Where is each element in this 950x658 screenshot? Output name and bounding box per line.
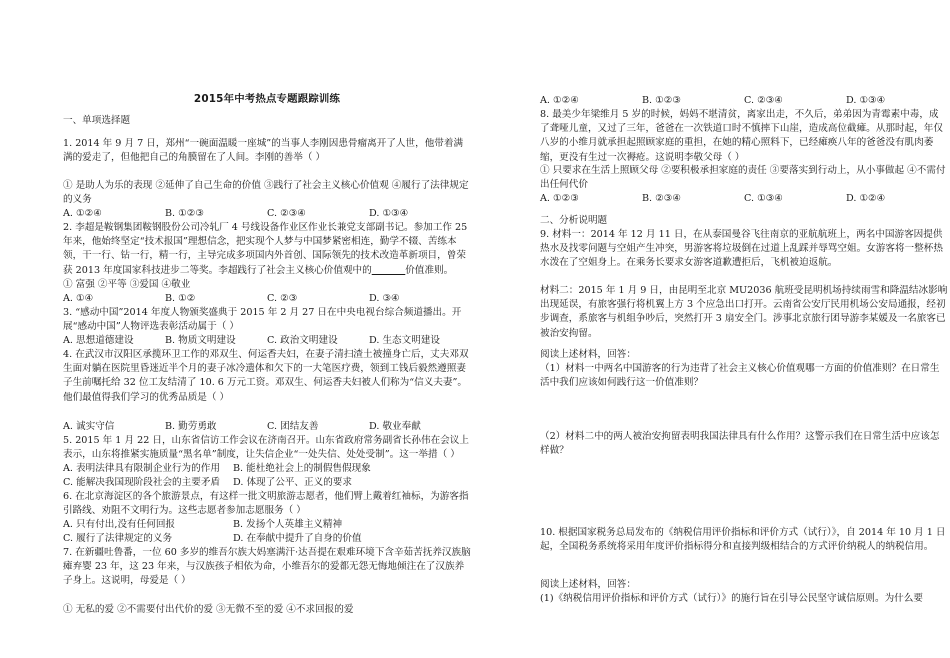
question-9-sub-2: （2）材料二中的两人被治安拘留表明我国法律具有什么作用？这警示我们在日常生活中应该怎样做？ bbox=[540, 431, 940, 457]
question-6-stem: 6. 在北京海淀区的各个旅游景点，有这样一批文明旅游志愿者，他们臂上戴着红袖标，为游客指引路线、劝阻不文明行为。这些志愿者参加志愿服务（ ） bbox=[63, 491, 469, 517]
option-d: D. 生态文明建设 bbox=[369, 335, 441, 346]
option-a: A. ①②④ bbox=[540, 95, 579, 106]
option-d: D. 体现了公平、正义的要求 bbox=[233, 477, 352, 489]
option-c: C. ①③④ bbox=[744, 193, 783, 204]
option-d: D. 敬业奉献 bbox=[369, 421, 421, 432]
option-a: A. 表明法律具有限制企业行为的作用 bbox=[63, 463, 220, 474]
option-b: B. ②③④ bbox=[642, 193, 681, 204]
section-heading-choice: 一、单项选择题 bbox=[63, 115, 131, 126]
option-b: B. 发扬个人英雄主义精神 bbox=[233, 519, 343, 530]
question-6-options bbox=[63, 518, 471, 546]
question-5-stem: 5. 2015 年 1 月 22 日，山东省信访工作会议在济南召开。山东省政府常务副省长孙伟在会议上表示，山东将推紧实施质量“黑名单”制度，让失信企业“一处失信、处处受制”。这一举措（ ） bbox=[63, 435, 469, 461]
option-d: D. ①③④ bbox=[846, 95, 886, 106]
option-a: A. ①④ bbox=[63, 293, 94, 304]
option-b: B. 勤劳勇敢 bbox=[165, 421, 217, 432]
option-d: D. ①③④ bbox=[369, 208, 409, 219]
option-d: D. ①②④ bbox=[846, 193, 886, 204]
question-7-stem: 7. 在新疆吐鲁番，一位 60 多岁的维吾尔族大妈塞满汗·达吾提在艰难环境下含辛茹苦抚养汉族脑瘫弃婴 23 年，这 23 年来，与汉族孩子相依为命，小维吾尔的爱都无怨无悔地倾注在了汉族养子身上。这说明，母爱是（ ） bbox=[63, 547, 471, 587]
question-1-options bbox=[63, 207, 471, 221]
option-c: C. ②③④ bbox=[744, 95, 783, 106]
question-9-material-1: 9. 材料一：2014 年 12 月 11 日，在从泰国曼谷飞往南京的亚航航班上，两名中国游客因提供热水及找零问题与空姐产生冲突，男游客将垃圾倒在过道上乱踩并辱骂空姐。女游客将一整杯热水泼在了空姐身上。在乘务长要求女游客道歉遭拒后，飞机被迫返航。 bbox=[540, 229, 943, 269]
question-5-options bbox=[63, 462, 471, 490]
question-2-options bbox=[63, 292, 471, 306]
option-d: D. 在奉献中提升了自身的价值 bbox=[233, 533, 362, 545]
question-3-stem: 3. “感动中国”2014 年度人物颁奖盛典于 2015 年 2 月 27 日在中央电视台综合频道播出。开展“感动中国”人物评选表彰活动属于（ ） bbox=[63, 307, 462, 333]
question-10-stem: 10. 根据国家税务总局发布的《纳税信用评价指标和评价方式（试行）》，自 2014 年 10 月 1 日起，全国税务系统将采用年度评价指标得分和直接判级相结合的方式评价纳税人的纳税信用。 bbox=[540, 527, 946, 553]
option-c: C. 能解决我国现阶段社会的主要矛盾 bbox=[63, 477, 221, 489]
option-c: C. 政治文明建设 bbox=[267, 335, 338, 346]
option-d: D. ③④ bbox=[369, 293, 400, 304]
question-2-stem bbox=[63, 221, 471, 278]
section-heading-analysis: 二、分析说明题 bbox=[540, 215, 608, 226]
option-b: B. 物质文明建设 bbox=[165, 335, 236, 346]
question-1-items: ① 是助人为乐的表现 ②延伸了自己生命的价值 ③践行了社会主义核心价值观 ④履行了法律规定的义务 bbox=[63, 180, 469, 206]
question-9-prompt: 阅读上述材料，回答： bbox=[540, 349, 636, 360]
option-c: C. 团结友善 bbox=[267, 421, 319, 432]
option-a: A. 诚实守信 bbox=[63, 421, 115, 432]
question-9-material-2: 材料二：2015 年 1 月 9 日，由昆明至北京 MU2036 航班受昆明机场持续雨雪和降温结冰影响出现延误，有旅客强行将机翼上方 3 个应急出口打开。云南省公安厅民用机场公安局通报，经初步调查，系旅客与机组争吵后，突然打开 3 扇安全门。涉事北京旅行团导游李某媛及一名旅客已被治安拘留。 bbox=[540, 285, 948, 339]
question-7-options bbox=[540, 94, 948, 108]
page-title: 2015年中考热点专题跟踪训练 bbox=[193, 93, 341, 105]
option-a: A. ①②④ bbox=[63, 208, 102, 219]
question-4-options bbox=[63, 420, 471, 434]
option-c: C. ②③④ bbox=[267, 208, 306, 219]
question-2-items: ① 富强 ②平等 ③爱国 ④敬业 bbox=[63, 279, 191, 290]
option-b: B. ①②③ bbox=[165, 208, 204, 219]
question-4-stem: 4. 在武汉市汉阳区承揽环卫工作的邓双生、何运香夫妇，在妻子清扫渣土被撞身亡后，丈夫邓双生面对躺在医院里昏迷近半个月的妻子冰冷遗体和欠下的一大笔医疗费，领到工钱后毅然遵照妻子生前嘱托给 32 位工友结清了 10. 6 万元工资。邓双生、何运香夫妇被人们称为“信义夫妻”。他们最值得我们学习的优秀品质是（ ） bbox=[63, 349, 469, 403]
option-b: B. ①② bbox=[165, 293, 196, 304]
option-b: B. ①②③ bbox=[642, 95, 681, 106]
question-2-stem-a: 2. 李超是鞍钢集团鞍钢股份公司冷轧厂 4 号线设备作业区作业长兼党支部副书记。参加工作 25 年来，他始终坚定“技术报国”理想信念，把实现个人梦与中国梦紧密相连，勤学不辍、苦练本领，干一行、钻一行，精一行，主导完成多项国内外首创、国际领先的技术改造革新项目，曾荣获 2013 年度国家科技进步二等奖。李超践行了社会主义核心价值观中的 bbox=[63, 222, 468, 276]
option-a: A. 只有付出,没有任何回报 bbox=[63, 519, 176, 530]
question-10-prompt: 阅读上述材料，回答： bbox=[540, 579, 636, 590]
question-10-sub-1: (1)《纳税信用评价指标和评价方式（试行）》的施行旨在引导公民坚守诚信原则。为什么要 bbox=[540, 593, 923, 604]
question-9-sub-1: （1）材料一中两名中国游客的行为违背了社会主义核心价值观哪一方面的价值准则？在日常生活中我们应该如何践行这一价值准则？ bbox=[540, 363, 940, 389]
question-1-stem: 1. 2014 年 9 月 7 日，郑州“一碗面温暖一座城”的当事人李刚因患骨瘤离开了人世，他带着满满的爱走了，但他把自己的角膜留在了人间。李刚的善举（ ） bbox=[63, 138, 464, 164]
question-2-stem-b: 价值准则。 bbox=[405, 264, 454, 276]
question-8-items: ① 只要求在生活上照顾父母 ②要积极承担家庭的责任 ③要落实到行动上，从小事做起 ④不需付出任何代价 bbox=[540, 165, 946, 191]
question-8-options bbox=[540, 192, 948, 206]
question-7-items: ① 无私的爱 ②不需要付出代价的爱 ③无微不至的爱 ④不求回报的爱 bbox=[63, 604, 354, 615]
option-b: B. 能杜绝社会上的制假售假现象 bbox=[233, 463, 371, 474]
answer-blank bbox=[372, 265, 406, 276]
option-c: C. 履行了法律规定的义务 bbox=[63, 533, 173, 545]
question-8-stem: 8. 最美少年梁维月 5 岁的时候，妈妈不堪清贫，离家出走，不久后，弟弟因为青霉素中毒，成了聋哑儿童，又过了三年，爸爸在一次铁道口时不慎摔下山崖，造成高位截瘫。从那时起，年仅八岁的小维月就承担起照顾家庭的重担，在她的精心照料下，已经瘫痪八年的爸爸没有肌肉萎缩，更没有生过一次褥疮。这说明李敬父母（ ） bbox=[540, 109, 943, 163]
question-3-options bbox=[63, 334, 471, 348]
option-a: A. 思想道德建设 bbox=[63, 335, 134, 346]
option-a: A. ①②③ bbox=[540, 193, 579, 204]
option-c: C. ②③ bbox=[267, 293, 298, 304]
